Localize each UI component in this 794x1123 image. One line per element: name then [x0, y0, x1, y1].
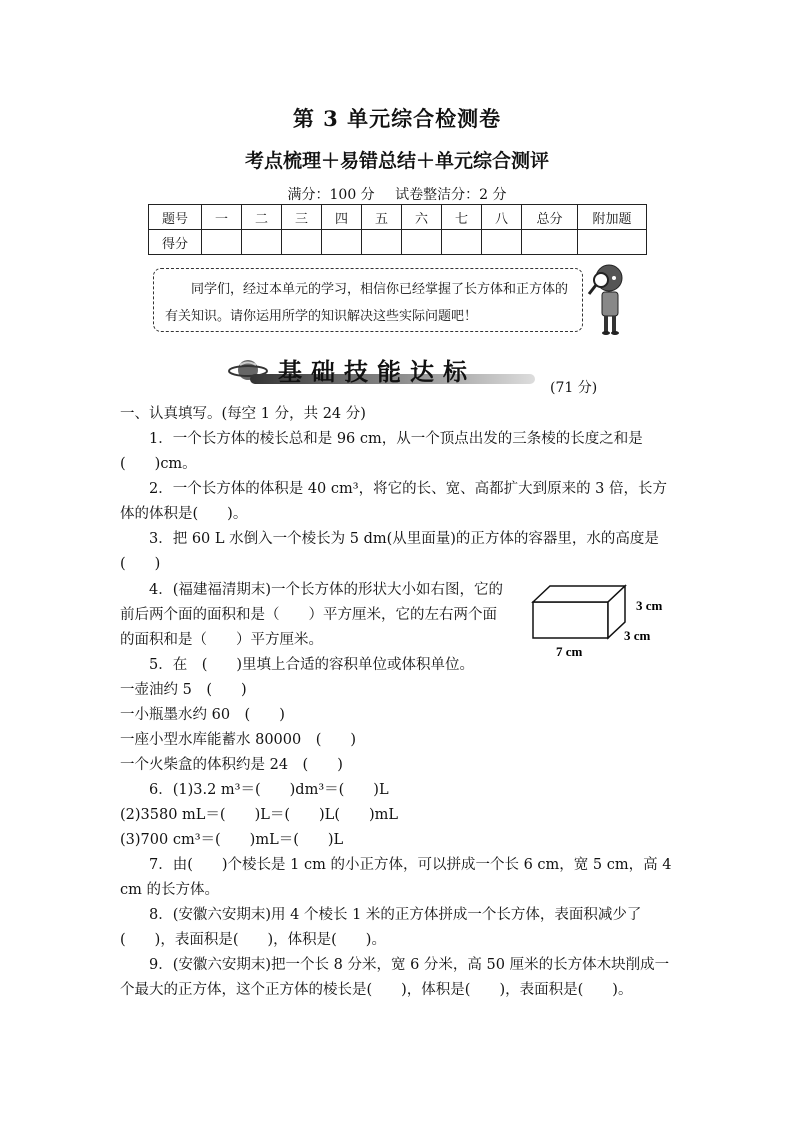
part-heading: 一、认真填写。(每空 1 分，共 24 分)	[120, 406, 366, 422]
question-7: 7．由( )个棱长是 1 cm 的小正方体，可以拼成一个长 6 cm，宽 5 cm，高 4 cm 的长方体。	[120, 857, 672, 898]
score-cell[interactable]	[282, 230, 322, 255]
score-cell[interactable]	[522, 230, 578, 255]
question-9: 9．(安徽六安期末)把一个长 8 分米，宽 6 分米，高 50 厘米的长方体木块削成一个最大的正方体，这个正方体的棱长是( )，体积是( )，表面积是( )。	[120, 957, 670, 998]
score-cell[interactable]	[578, 230, 647, 255]
question-5-item: 一小瓶墨水约 60 ( )	[120, 707, 285, 723]
score-cell[interactable]	[242, 230, 282, 255]
figure-length-label: 7 cm	[556, 644, 583, 659]
question-5-item: 一座小型水库能蓄水 80000 ( )	[120, 732, 357, 748]
score-header-cell: 六	[402, 205, 442, 230]
score-info	[0, 184, 794, 204]
neatness-score: 试卷整洁分：2 分	[395, 187, 507, 203]
figure-width-label: 3 cm	[624, 628, 651, 643]
score-cell[interactable]	[202, 230, 242, 255]
question-6b: (2)3580 mL＝( )L＝( )L( )mL	[120, 807, 399, 823]
score-cell[interactable]	[362, 230, 402, 255]
question-5-item: 一壶油约 5 ( )	[120, 682, 247, 698]
score-header-cell: 五	[362, 205, 402, 230]
score-header-cell: 七	[442, 205, 482, 230]
question-2: 2．一个长方体的体积是 40 cm³，将它的长、宽、高都扩大到原来的 3 倍，长方体的体积是( )。	[120, 481, 668, 522]
score-header-cell: 总分	[522, 205, 578, 230]
figure-height-label: 3 cm	[636, 598, 663, 613]
score-cell[interactable]	[402, 230, 442, 255]
question-6c: (3)700 cm³＝( )mL＝( )L	[120, 832, 344, 848]
note-text: 同学们，经过本单元的学习，相信你已经掌握了长方体和正方体的有关知识。请你运用所学的知识解决这些实际问题吧！	[165, 282, 569, 324]
score-header-cell: 一	[202, 205, 242, 230]
question-5-item: 一个火柴盒的体积约是 24 ( )	[120, 757, 343, 773]
question-5-stem: 5．在 ( )里填上合适的容积单位或体积单位。	[149, 657, 475, 673]
page-title: 第 3 单元综合检测卷	[292, 106, 502, 131]
question-8: 8．(安徽六安期末)用 4 个棱长 1 米的正方体拼成一个长方体，表面积减少了( )，表面积是( )，体积是( )。	[120, 907, 642, 948]
score-header-cell: 二	[242, 205, 282, 230]
score-cell[interactable]	[322, 230, 362, 255]
question-6a: 6．(1)3.2 m³＝( )dm³＝( )L	[149, 782, 389, 798]
question-4: 4．(福建福清期末)一个长方体的形状大小如右图，它的前后两个面的面积和是（ ）平方厘米，它的左右两个面的面积和是（ ）平方厘米。	[120, 582, 504, 648]
score-header-cell: 附加题	[578, 205, 647, 230]
score-header-cell: 三	[282, 205, 322, 230]
question-1: 1．一个长方体的棱长总和是 96 cm，从一个顶点出发的三条棱的长度之和是( )cm。	[120, 431, 643, 472]
score-cell[interactable]	[442, 230, 482, 255]
page-subtitle: 考点梳理＋易错总结＋单元综合测评	[244, 150, 549, 172]
score-cell[interactable]	[482, 230, 522, 255]
mascot-magnifier-icon	[585, 262, 631, 336]
section-points: (71 分)	[550, 380, 598, 396]
score-table	[148, 204, 647, 255]
full-score: 满分：100 分	[287, 187, 375, 203]
score-row-label: 得分	[149, 230, 202, 255]
section-banner: 基础技能达标	[278, 358, 476, 386]
score-header-cell: 八	[482, 205, 522, 230]
score-header-cell: 题号	[149, 205, 202, 230]
question-3: 3．把 60 L 水倒入一个棱长为 5 dm(从里面量)的正方体的容器里，水的高度是( )	[120, 531, 659, 572]
score-header-cell: 四	[322, 205, 362, 230]
